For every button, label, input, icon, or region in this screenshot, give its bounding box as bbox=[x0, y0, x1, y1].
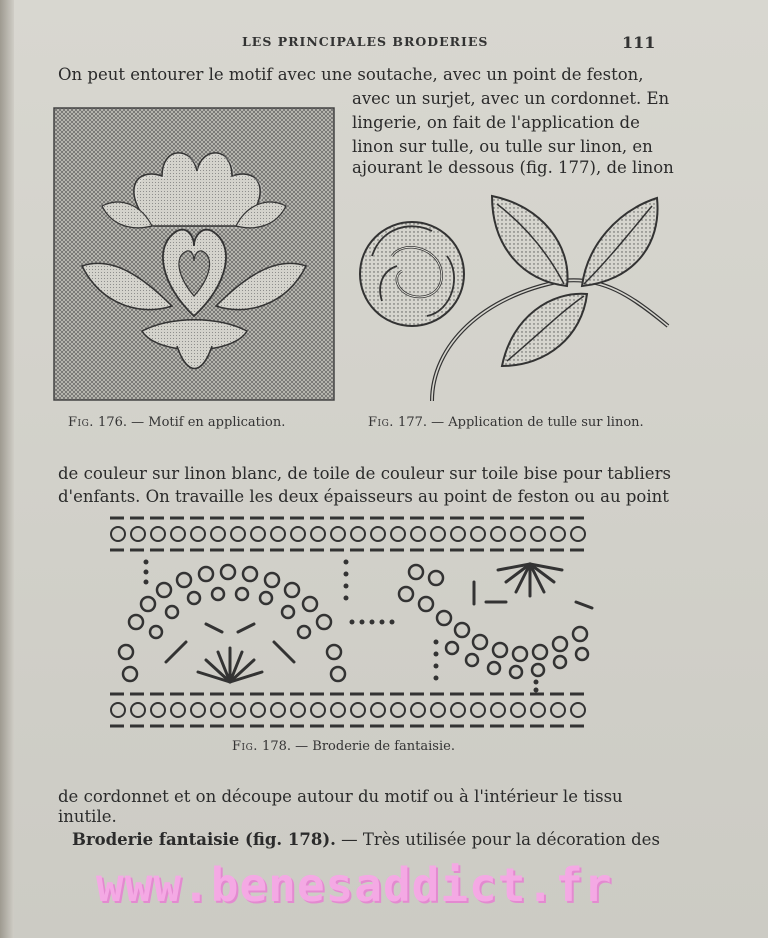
watermark: www.benesaddict.fr bbox=[96, 858, 613, 912]
paragraph3-line3 bbox=[72, 829, 660, 851]
figure-178-illustration bbox=[106, 512, 594, 734]
figure-177-caption bbox=[368, 415, 644, 430]
paragraph3-line2: inutile. bbox=[58, 807, 117, 826]
figure-177-caption-text: — Application de tulle sur linon. bbox=[431, 415, 644, 430]
book-spine bbox=[0, 0, 14, 938]
paragraph1-line3: lingerie, on fait de l'application de bbox=[352, 113, 640, 132]
figure-178-label: Fig. bbox=[232, 739, 258, 754]
figure-177-label: Fig. bbox=[368, 415, 394, 430]
figure-178-caption-text: — Broderie de fantaisie. bbox=[295, 739, 455, 754]
figure-176-caption-text: — Motif en application. bbox=[131, 415, 286, 430]
paragraph2-line1: de couleur sur linon blanc, de toile de couleur sur toile bise pour tabliers bbox=[58, 464, 671, 483]
paragraph1-line4: linon sur tulle, ou tulle sur linon, en bbox=[352, 137, 653, 156]
section-heading-broderie-fantaisie: Broderie fantaisie (fig. 178). bbox=[72, 830, 336, 849]
figure-176-number: 176. bbox=[98, 415, 127, 430]
paragraph3-line3-text: — Très utilisée pour la décoration des bbox=[335, 830, 660, 849]
figure-176-illustration bbox=[52, 106, 336, 402]
paragraph1-line2: avec un surjet, avec un cordonnet. En bbox=[352, 89, 670, 108]
paragraph1-line5: ajourant le dessous (fig. 177), de linon bbox=[352, 158, 674, 177]
figure-177-number: 177. bbox=[398, 415, 427, 430]
paragraph3-line1: de cordonnet et on découpe autour du motif ou à l'intérieur le tissu bbox=[58, 787, 623, 806]
paragraph1-line1: On peut entourer le motif avec une soutache, avec un point de feston, bbox=[58, 65, 644, 84]
figure-178-number: 178. bbox=[262, 739, 291, 754]
running-title: LES PRINCIPALES BRODERIES bbox=[242, 34, 489, 49]
figure-176-label: Fig. bbox=[68, 415, 94, 430]
paragraph2-line2: d'enfants. On travaille les deux épaisseurs au point de feston ou au point bbox=[58, 487, 669, 506]
figure-178-caption bbox=[232, 739, 455, 754]
page-number: 111 bbox=[622, 33, 656, 52]
figure-177-illustration bbox=[352, 186, 674, 408]
figure-176-caption bbox=[68, 415, 285, 430]
